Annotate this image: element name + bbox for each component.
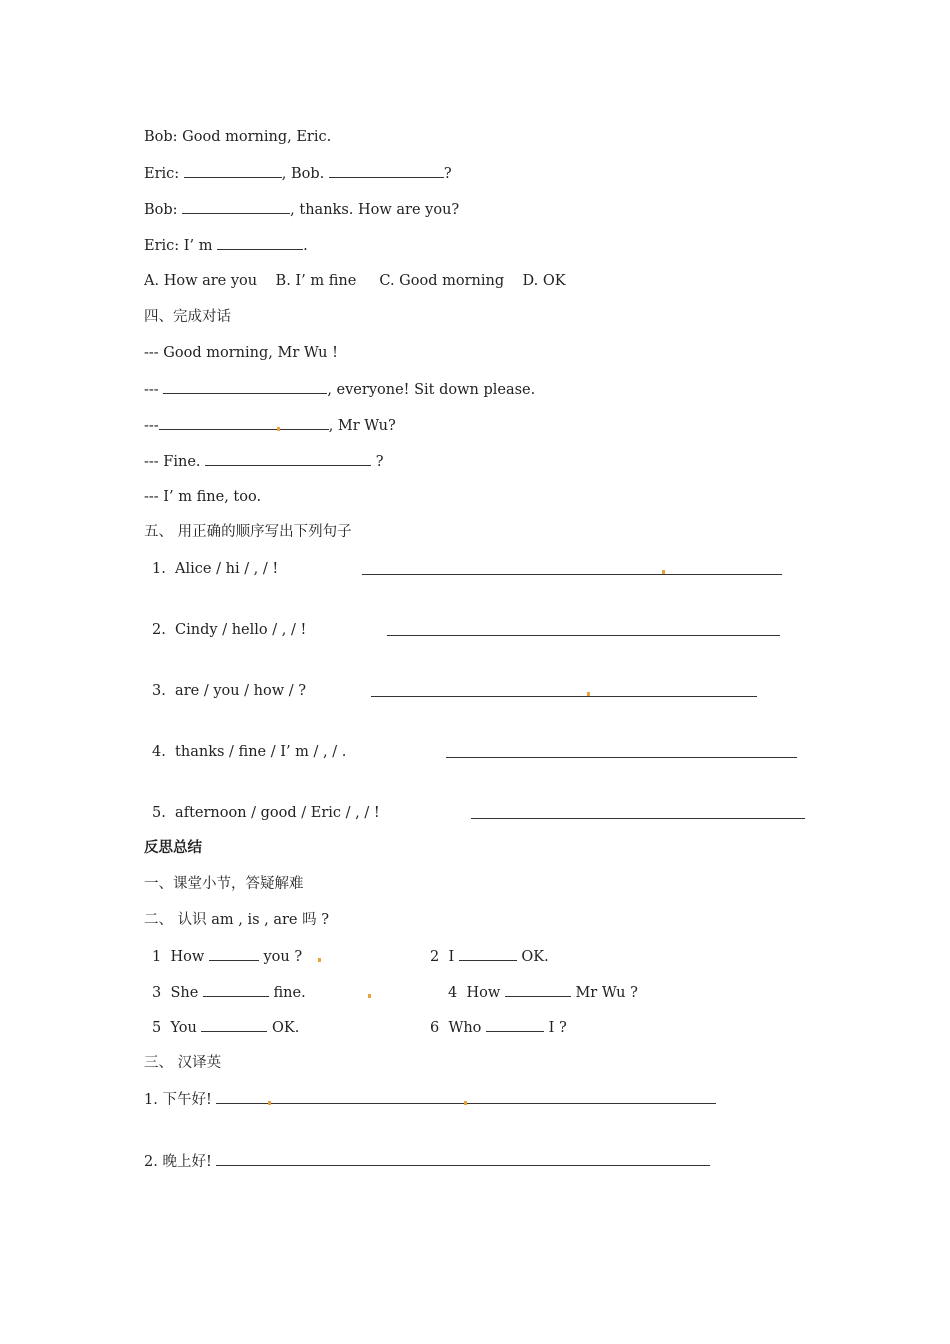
answer-line[interactable] [371,696,757,697]
s4-line-1: --- Good morning, Mr Wu ! [144,345,338,361]
answer-blank[interactable] [486,1017,544,1032]
marker-dot [277,427,280,431]
answer-blank[interactable] [184,163,282,178]
reflection-title: 反思总结 [144,840,202,856]
dash: --- [144,382,164,398]
marker-dot [464,1101,467,1105]
answer-blank[interactable] [217,235,303,250]
answer-blank[interactable] [201,1017,267,1032]
answer-line[interactable] [446,757,797,758]
marker-dot [268,1101,271,1105]
dialogue-text: , thanks. How are you? [290,202,460,218]
answer-blank[interactable] [505,982,571,997]
s4-line-5: --- I’ m fine, too. [144,489,262,505]
dialogue-text: , Mr Wu? [328,418,396,434]
verb-question-1 [152,946,302,967]
translate-item-2 [144,1151,710,1172]
answer-line[interactable] [362,574,782,575]
section-5-title: 五、 用正确的顺序写出下列句子 [144,524,352,540]
marker-dot [318,958,321,962]
translate-item-1 [144,1089,716,1110]
question-text: fine. [268,985,306,1001]
dialogue-line-3 [144,199,459,220]
speaker-eric: Eric: I’ m [144,238,218,254]
reorder-item-3: 3. are / you / how / ? [152,683,307,699]
reflection-section-2: 二、 认识 am , is , are 吗 ? [144,912,329,928]
answer-blank[interactable] [329,163,444,178]
dialogue-text: --- Fine. [144,454,206,470]
reflection-section-1: 一、课堂小节，答疑解难 [144,876,304,892]
answer-blank[interactable] [159,415,329,430]
dash: --- [144,418,159,434]
question-text: OK. [516,949,549,965]
question-text: 2 I [430,949,459,965]
marker-dot [662,570,665,574]
question-text: 1 How [152,949,209,965]
answer-blank[interactable] [203,982,269,997]
question-text: I ? [544,1020,567,1036]
s4-line-3 [144,415,396,436]
speaker-bob: Bob: [144,202,183,218]
answer-line[interactable] [387,635,780,636]
marker-dot [368,994,371,998]
speaker-eric: Eric: [144,166,184,182]
verb-question-3 [152,982,306,1003]
question-text: Mr Wu ? [570,985,638,1001]
question-text: 6 Who [430,1020,487,1036]
reorder-item-2: 2. Cindy / hello / , / ! [152,622,307,638]
reorder-item-1: 1. Alice / hi / , / ! [152,561,279,577]
answer-line[interactable] [471,818,805,819]
reflection-section-3: 三、 汉译英 [144,1055,222,1071]
question-text: OK. [267,1020,300,1036]
answer-blank[interactable] [182,199,290,214]
verb-question-5 [152,1017,299,1038]
question-text: you ? [258,949,303,965]
dialogue-line-1: Bob: Good morning, Eric. [144,129,332,145]
verb-question-6 [430,1017,567,1038]
s4-line-2 [144,379,535,400]
marker-dot [587,692,590,696]
reorder-item-4: 4. thanks / fine / I’ m / , / . [152,744,347,760]
s4-line-4 [144,451,384,472]
answer-options: A. How are you B. I’ m fine C. Good morning D. OK [144,273,566,289]
answer-blank[interactable] [216,1151,710,1166]
question-text: 5 You [152,1020,202,1036]
dialogue-text: , everyone! Sit down please. [327,382,536,398]
dialogue-text: ? [443,166,452,182]
dialogue-text: , Bob. [281,166,329,182]
answer-blank[interactable] [163,379,327,394]
dialogue-text: . [303,238,308,254]
verb-question-2 [430,946,549,967]
reorder-item-5: 5. afternoon / good / Eric / , / ! [152,805,380,821]
answer-blank[interactable] [209,946,259,961]
section-4-title: 四、完成对话 [144,309,231,325]
dialogue-line-4 [144,235,308,256]
verb-question-4 [448,982,638,1003]
translate-prompt: 2. 晚上好! [144,1154,217,1170]
answer-blank[interactable] [459,946,517,961]
translate-prompt: 1. 下午好! [144,1092,217,1108]
dialogue-text: ? [371,454,384,470]
question-text: 4 How [448,985,505,1001]
answer-blank[interactable] [205,451,371,466]
dialogue-line-2 [144,163,452,184]
question-text: 3 She [152,985,203,1001]
